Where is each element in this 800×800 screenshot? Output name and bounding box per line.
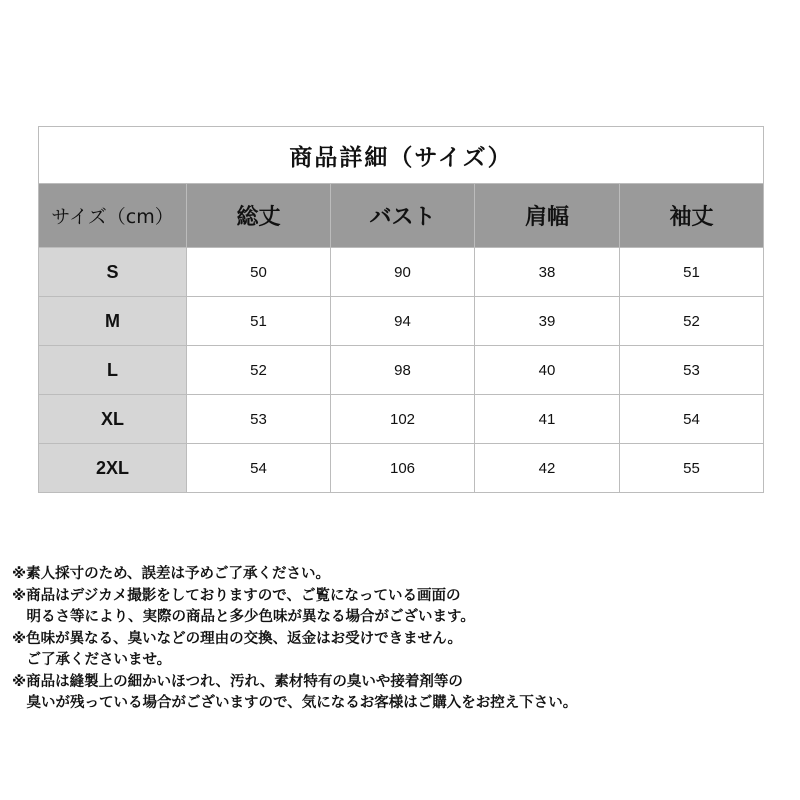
- cell-total-length: 53: [187, 395, 331, 444]
- header-size: サイズ（cm）: [39, 184, 187, 248]
- cell-sleeve-length: 52: [620, 297, 764, 346]
- cell-shoulder-width: 39: [475, 297, 620, 346]
- header-bust: バスト: [331, 184, 475, 248]
- cell-total-length: 51: [187, 297, 331, 346]
- cell-shoulder-width: 42: [475, 444, 620, 493]
- cell-shoulder-width: 40: [475, 346, 620, 395]
- table-title: 商品詳細（サイズ）: [39, 127, 764, 184]
- cell-bust: 94: [331, 297, 475, 346]
- table-row: [39, 248, 764, 297]
- row-size-label: 2XL: [39, 444, 187, 493]
- header-shoulder-width: 肩幅: [475, 184, 620, 248]
- note-line: ※商品は縫製上の細かいほつれ、汚れ、素材特有の臭いや接着剤等の: [12, 673, 463, 690]
- notes-list: [12, 564, 792, 715]
- cell-sleeve-length: 51: [620, 248, 764, 297]
- table-row: [39, 444, 764, 493]
- cell-total-length: 52: [187, 346, 331, 395]
- note-line: ※素人採寸のため、誤差は予めご了承ください。: [12, 566, 331, 582]
- note-line: 臭いが残っている場合がございますので、気になるお客様はご購入をお控え下さい。: [12, 695, 578, 711]
- note-line: 明るさ等により、実際の商品と多少色味が異なる場合がございます。: [12, 609, 475, 625]
- header-row: [39, 184, 764, 248]
- cell-bust: 98: [331, 346, 475, 395]
- table-row: [39, 297, 764, 346]
- cell-sleeve-length: 54: [620, 395, 764, 444]
- note-line: ご了承くださいませ。: [12, 652, 172, 668]
- cell-shoulder-width: 38: [475, 248, 620, 297]
- cell-sleeve-length: 55: [620, 444, 764, 493]
- row-size-label: XL: [39, 395, 187, 444]
- cell-bust: 102: [331, 395, 475, 444]
- note-line: ※色味が異なる、臭いなどの理由の交換、返金はお受けできません。: [12, 630, 462, 647]
- cell-total-length: 54: [187, 444, 331, 493]
- note-line: ※商品はデジカメ撮影をしておりますので、ご覧になっている画面の: [12, 587, 461, 604]
- cell-total-length: 50: [187, 248, 331, 297]
- size-chart-table: [38, 126, 764, 493]
- cell-sleeve-length: 53: [620, 346, 764, 395]
- row-size-label: S: [39, 248, 187, 297]
- title-row: [39, 127, 764, 184]
- cell-bust: 90: [331, 248, 475, 297]
- table-row: [39, 395, 764, 444]
- row-size-label: L: [39, 346, 187, 395]
- row-size-label: M: [39, 297, 187, 346]
- cell-shoulder-width: 41: [475, 395, 620, 444]
- table-row: [39, 346, 764, 395]
- cell-bust: 106: [331, 444, 475, 493]
- header-total-length: 総丈: [187, 184, 331, 248]
- header-sleeve-length: 袖丈: [620, 184, 764, 248]
